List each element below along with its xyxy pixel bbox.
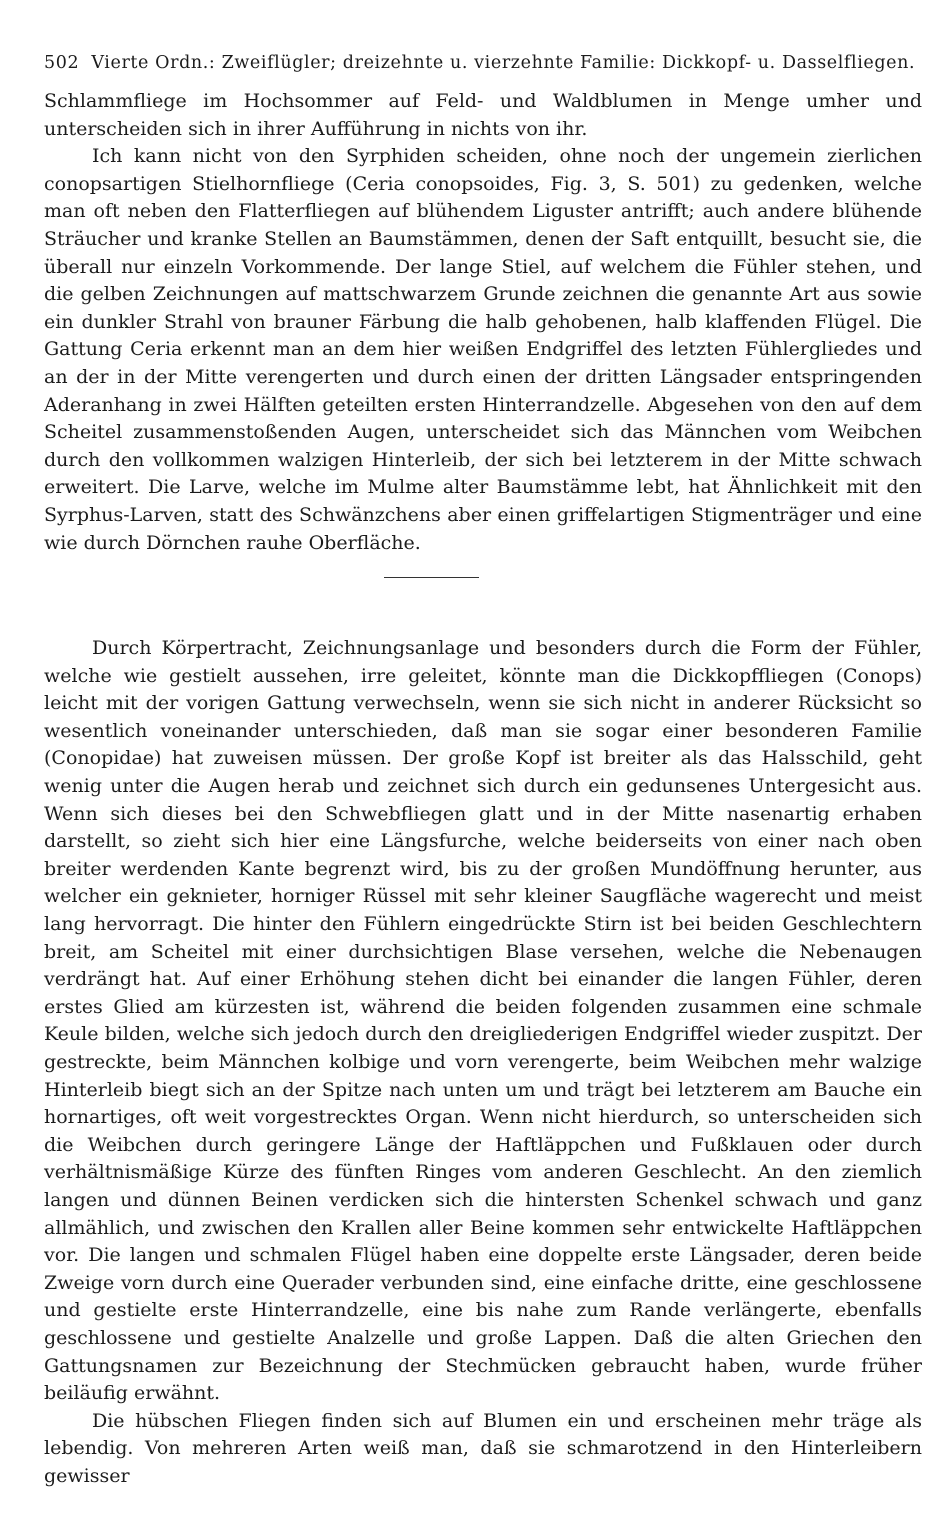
paragraph-conops: Durch Körpertracht, Zeichnungsanlage und besonders durch die Form der Fühler, welche wie gestielt aussehen, irre geleitet, könnte man die Dickkopffliegen (Conops) leicht mit der vorigen Gattung verwechseln, wenn sie sich nicht in anderer Rücksicht so wesentlich voneinander unterschieden, daß man sie sogar einer besonderen Familie (Conopidae) hat zuweisen müssen. Der große Kopf ist breiter als das Halsschild, geht wenig unter die Augen herab und zeichnet sich durch ein gedunsenes Untergesicht aus. Wenn sich dieses bei den Schwebfliegen glatt und in der Mitte nasenartig erhaben darstellt, so zieht sich hier eine Längsfurche, welche beiderseits von einer nach oben breiter werdenden Kante begrenzt wird, bis zu der großen Mundöffnung herunter, aus welcher ein geknieter, horniger Rüssel mit sehr kleiner Saugfläche wagerecht und meist lang hervorragt. Die hinter den Fühlern eingedrückte Stirn ist bei beiden Geschlechtern breit, am Scheitel mit einer durchsichtigen Blase versehen, welche die Nebenaugen verdrängt hat. Auf einer Erhöhung stehen dicht bei einander die langen Fühler, deren erstes Glied am kürzesten ist, während die beiden folgenden zusammen eine schmale Keule bilden, welche sich jedoch durch den dreigliederigen Endgriffel wieder zuspitzt. Der gestreckte, beim Männchen kolbige und vorn verengerte, beim Weibchen mehr walzige Hinterleib biegt sich an der Spitze nach unten um und trägt bei letzterem am Bauche ein hornartiges, oft weit vorgestrecktes Organ. Wenn nicht hierdurch, so unterscheiden sich die Weibchen durch geringere Länge der Haftläppchen und Fußklauen oder durch verhältnismäßige Kürze des fünften Ringes vom anderen Geschlecht. An den ziemlich langen und dünnen Beinen verdicken sich die hintersten Schenkel schwach und ganz allmählich, und zwischen den Krallen aller Beine kommen sehr entwickelte Haftläppchen vor. Die langen und schmalen Flügel haben eine doppelte erste Längsader, deren beide Zweige vorn durch eine Querader verbunden sind, eine einfache dritte, eine geschlossene und gestielte erste Hinterrandzelle, eine bis nahe zum Rande verlängerte, ebenfalls geschlossene und gestielte Analzelle und große Lappen. Daß die alten Griechen den Gattungsnamen zur Bezeichnung der Stechmücken gebraucht haben, wurde früher beiläufig erwähnt. [44, 637, 922, 1405]
paragraph-ceria: Ich kann nicht von den Syrphiden scheiden, ohne noch der ungemein zierlichen conopsartigen Stielhornfliege (Ceria conopsoides, Fig. 3, S. 501) zu gedenken, welche man oft neben den Flatterfliegen auf blühendem Liguster antrifft; auch andere blühende Sträucher und kranke Stellen an Baumstämmen, denen der Saft entquillt, besucht sie, die überall nur einzeln Vorkommende. Der lange Stiel, auf welchem die Fühler stehen, und die gelben Zeichnungen auf mattschwarzem Grunde zeichnen die genannte Art aus sowie ein dunkler Strahl von brauner Färbung die halb gehobenen, halb klaffenden Flügel. Die Gattung Ceria erkennt man an dem hier weißen Endgriffel des letzten Fühlergliedes und an der in der Mitte verengerten und durch einen der dritten Längsader entspringenden Aderanhang in zwei Hälften geteilten ersten Hinterrandzelle. Abgesehen von den auf dem Scheitel zusammenstoßenden Augen, unterscheidet sich das Männchen vom Weibchen durch den vollkommen walzigen Hinterleib, der sich bei letzterem in der Mitte schwach erweitert. Die Larve, welche im Mulme alter Baumstämme lebt, hat Ähnlichkeit mit den Syrphus-Larven, statt des Schwänzchens aber einen griffelartigen Stigmenträger und eine wie durch Dörnchen rauhe Oberfläche. [44, 145, 922, 554]
section-dickkopffliegen [44, 635, 922, 1490]
running-title: Vierte Ordn.: Zweiflügler; dreizehnte u. vierzehnte Familie: Dickkopf- u. Dasselfliegen. [91, 53, 916, 73]
page-number: 502 [44, 53, 80, 73]
paragraph-behaviour: Die hübschen Fliegen finden sich auf Blumen ein und erscheinen mehr träge als lebendig. Von mehreren Arten weiß man, daß sie schmarotzend in den Hinterleibern gewisser [44, 1409, 922, 1487]
section-divider [44, 557, 922, 635]
running-header [44, 50, 922, 80]
section-stielhornfliege [44, 88, 922, 557]
divider-rule [384, 577, 479, 578]
paragraph-continuation: Schlammfliege im Hochsommer auf Feld- und Waldblumen in Menge umher und unterscheiden sich in ihrer Aufführung in nichts von ihr. [44, 90, 922, 140]
